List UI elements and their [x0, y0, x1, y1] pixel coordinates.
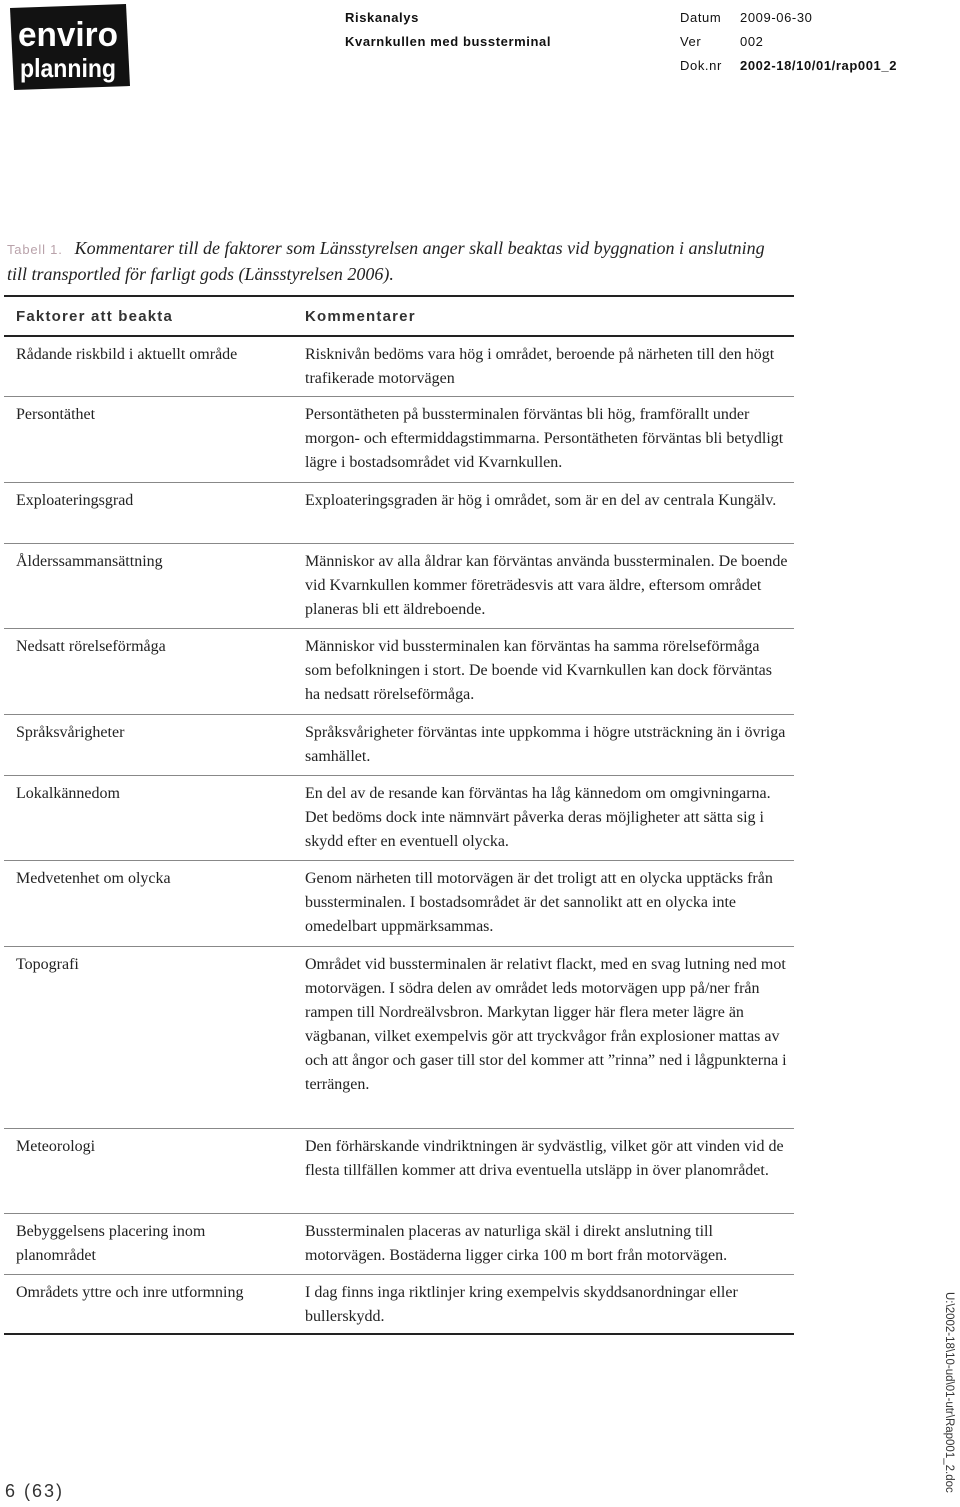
doknr-value: 2002-18/10/01/rap001_2 [740, 58, 898, 73]
factor-cell: Lokalkännedom [16, 785, 120, 802]
table-row [4, 396, 794, 483]
comment-cell: Exploateringsgraden är hög i området, som är en del av centrala Kungälv. [305, 492, 777, 509]
table-row [4, 946, 794, 1129]
table-bottom-rule [4, 1333, 794, 1335]
factor-cell: Områdets yttre och inre utformning [16, 1284, 244, 1301]
factor-cell: Rådande riskbild i aktuellt område [16, 346, 238, 363]
table-row [4, 1128, 794, 1214]
table-row [4, 337, 794, 396]
col2-header: Kommentarer [305, 308, 416, 325]
factor-cell: Språksvårigheter [16, 724, 125, 741]
file-path-vertical [935, 1292, 960, 1493]
doc-subtitle: Kvarnkullen med bussterminal [345, 34, 552, 49]
factor-cell: Topografi [16, 956, 79, 973]
comment-cell: Människor av alla åldrar kan förväntas använda bussterminalen. De boende vid Kvarnkullen kommer företrädesvis att vara äldre, eftersom området planeras bli ett äldreboende. [305, 553, 788, 618]
ver-value: 002 [740, 34, 764, 49]
table-row [4, 543, 794, 629]
comment-cell: Persontätheten på bussterminalen förväntas bli hög, framförallt under morgon- och eftermiddagstimmarna. Persontätheten förväntas bli betydligt lägre i bostadsområdet vid Kvarnkullen. [305, 406, 784, 471]
factor-cell: Nedsatt rörelseförmåga [16, 638, 166, 655]
page-number: 6 (63) [5, 1481, 65, 1501]
factor-cell: Bebyggelsens placering inom planområdet [16, 1223, 206, 1264]
table-row [4, 775, 794, 861]
table-row [4, 1213, 794, 1275]
factor-cell: Exploateringsgrad [16, 492, 134, 509]
table-row [4, 1274, 794, 1334]
table-caption [7, 236, 787, 286]
comment-cell: En del av de resande kan förväntas ha låg kännedom om omgivningarna. Det bedöms dock inte nämnvärt påverka deras möjligheter att sätta sig i skydd efter en eventuell olycka. [305, 785, 771, 850]
comment-cell: Risknivån bedöms vara hög i området, beroende på närheten till den högt trafikerade motorvägen [305, 346, 775, 387]
factor-cell: Meteorologi [16, 1138, 96, 1155]
comment-cell: Den förhärskande vindriktningen är sydvästlig, vilket gör att vinden vid de flesta tillfällen kommer att driva eventuella utsläpp in över planområdet. [305, 1138, 784, 1179]
doknr-label: Dok.nr [680, 58, 722, 73]
caption-text: Kommentarer till de faktorer som Länsstyrelsen anger skall beaktas vid byggnation i anslutning till transportled för farligt gods (Länsstyrelsen 2006). [7, 238, 765, 284]
factor-cell: Ålderssammansättning [16, 553, 163, 570]
comment-cell: Genom närheten till motorvägen är det troligt att en olycka upptäcks från bussterminalen. I bostadsområdet är det sannolikt att en olycka inte omedelbart uppmärksammas. [305, 870, 773, 935]
col1-header: Faktorer att beakta [16, 308, 174, 325]
comment-cell: Bussterminalen placeras av naturliga skäl i direkt anslutning till motorvägen. Bostäderna ligger cirka 100 m bort från motorvägen. [305, 1223, 728, 1264]
logo-line1: enviro [18, 16, 118, 54]
doc-title: Riskanalys [345, 10, 419, 25]
comment-cell: Området vid bussterminalen är relativt flackt, med en svag lutning ned mot motorvägen. I södra delen av området leds motorvägen upp på/ner från rampen till Nordreälvsbron. Markytan ligger här flera meter lägre än vägbanan, vilket exempelvis gör att tryckvågor från explosioner mattas av och att ångor och gaser till stor del kommer att ”rinna” ned i lågpunkterna i terrängen. [305, 956, 787, 1093]
datum-value: 2009-06-30 [740, 10, 813, 25]
ver-label: Ver [680, 34, 702, 49]
table-row [4, 482, 794, 544]
comment-cell: Människor vid bussterminalen kan förväntas ha samma rörelseförmåga som befolkningen i stort. De boende vid Kvarnkullen kan dock förväntas ha nedsatt rörelseförmåga. [305, 638, 772, 703]
table-top-rule [4, 295, 794, 297]
logo-line2: planning [20, 53, 116, 83]
factor-cell: Medvetenhet om olycka [16, 870, 171, 887]
enviroplanning-logo [6, 2, 132, 90]
table-row [4, 714, 794, 776]
datum-label: Datum [680, 10, 722, 25]
caption-label: Tabell 1. [7, 242, 63, 257]
comment-cell: I dag finns inga riktlinjer kring exempelvis skyddsanordningar eller bullerskydd. [305, 1284, 738, 1325]
table-row [4, 860, 794, 947]
factor-cell: Persontäthet [16, 406, 96, 423]
file-path-text: U:\2002-18\10-ud\01-utr\Rap001_2.doc [943, 1292, 955, 1493]
table-row [4, 628, 794, 715]
comment-cell: Språksvårigheter förväntas inte uppkomma i högre utsträckning än i övriga samhället. [305, 724, 786, 765]
